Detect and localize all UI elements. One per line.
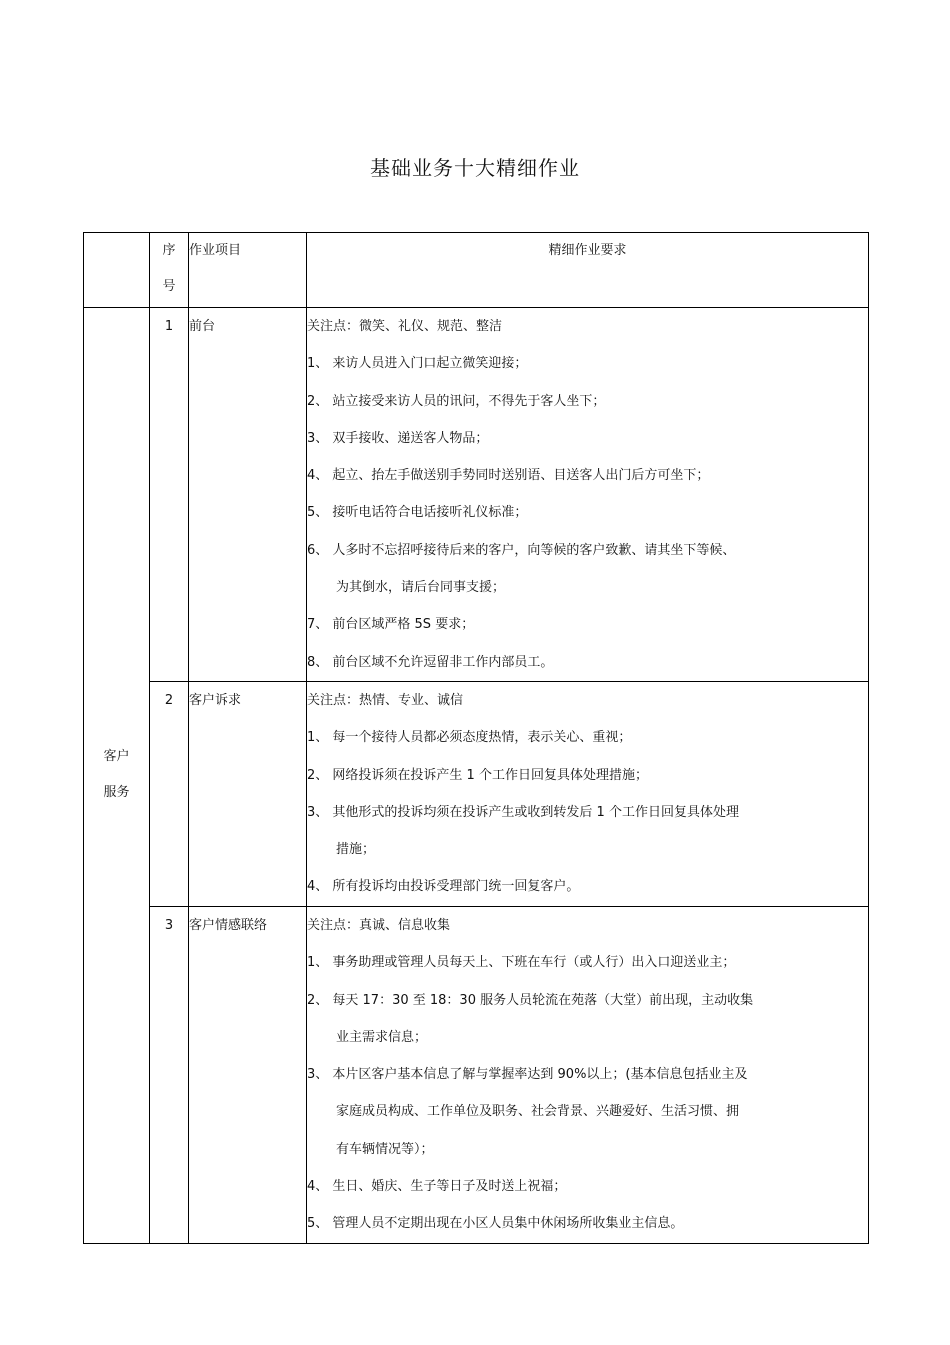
header-row [84, 233, 869, 308]
requirement-line: 有车辆情况等）； [336, 1141, 434, 1157]
requirement-line: 3、 双手接收、递送客人物品； [307, 430, 489, 446]
row-seq: 1 [150, 308, 189, 682]
table-row [84, 907, 869, 1244]
requirement-line: 为其倒水，请后台同事支援； [336, 580, 506, 596]
requirement-line: 4、 所有投诉均由投诉受理部门统一回复客户。 [307, 879, 580, 895]
category-cell [84, 308, 150, 1244]
header-category-cell [84, 233, 150, 308]
header-requirements: 精细作业要求 [307, 233, 869, 308]
requirement-line: 1、 事务助理或管理人员每天上、下班在车行（或人行）出入口迎送业主； [307, 955, 736, 971]
requirement-line: 关注点：真诚、信息收集 [307, 918, 451, 933]
row-seq: 3 [150, 907, 189, 1244]
requirement-line: 关注点：热情、专业、诚信 [307, 693, 464, 708]
row-requirements [307, 907, 869, 1244]
category-label-line1: 客户 [103, 749, 130, 765]
requirement-line: 措施； [336, 842, 376, 858]
requirement-line: 3、 其他形式的投诉均须在投诉产生或收到转发后 1 个工作日回复具体处理 [307, 804, 739, 820]
operations-table [83, 232, 869, 1244]
requirement-line: 2、 每天 17：30 至 18：30 服务人员轮流在苑落（大堂）前出现，主动收集 [307, 992, 754, 1008]
row-seq: 2 [150, 682, 189, 907]
requirement-line: 1、 来访人员进入门口起立微笑迎接； [307, 356, 528, 372]
requirement-line: 1、 每一个接待人员都必须态度热情，表示关心、重视； [307, 730, 632, 746]
requirement-line: 关注点：微笑、礼仪、规范、整洁 [307, 319, 503, 334]
requirement-line: 3、 本片区客户基本信息了解与掌握率达到 90%以上；(基本信息包括业主及 [307, 1067, 748, 1083]
requirement-line: 5、 管理人员不定期出现在小区人员集中休闲场所收集业主信息。 [307, 1216, 684, 1232]
requirement-line: 6、 人多时不忘招呼接待后来的客户，向等候的客户致歉、请其坐下等候、 [307, 542, 736, 558]
header-seq-cell [150, 233, 189, 308]
row-item: 客户情感联络 [189, 907, 307, 1244]
category-label-line2: 服务 [103, 785, 130, 801]
requirement-line: 2、 网络投诉须在投诉产生 1 个工作日回复具体处理措施； [307, 767, 648, 783]
requirement-line: 4、 生日、婚庆、生子等日子及时送上祝福； [307, 1179, 567, 1195]
row-item: 前台 [189, 308, 307, 682]
row-requirements [307, 682, 869, 907]
requirement-line: 2、 站立接受来访人员的讯问，不得先于客人坐下； [307, 393, 606, 409]
header-item: 作业项目 [189, 233, 307, 308]
table-row [84, 682, 869, 907]
requirement-line: 7、 前台区域严格 5S 要求； [307, 617, 475, 633]
row-requirements [307, 308, 869, 682]
header-seq-char1: 序 [162, 243, 176, 258]
requirement-line: 5、 接听电话符合电话接听礼仪标准； [307, 505, 528, 521]
table-row [84, 308, 869, 682]
requirement-line: 4、 起立、抬左手做送别手势同时送别语、目送客人出门后方可坐下； [307, 468, 710, 484]
requirement-line: 业主需求信息； [336, 1029, 428, 1045]
requirement-line: 8、 前台区域不允许逗留非工作内部员工。 [307, 654, 554, 670]
header-seq-char2: 号 [162, 279, 176, 294]
row-item: 客户诉求 [189, 682, 307, 907]
requirement-line: 家庭成员构成、工作单位及职务、社会背景、兴趣爱好、生活习惯、拥 [336, 1104, 740, 1120]
document-title: 基础业务十大精细作业 [370, 156, 580, 180]
